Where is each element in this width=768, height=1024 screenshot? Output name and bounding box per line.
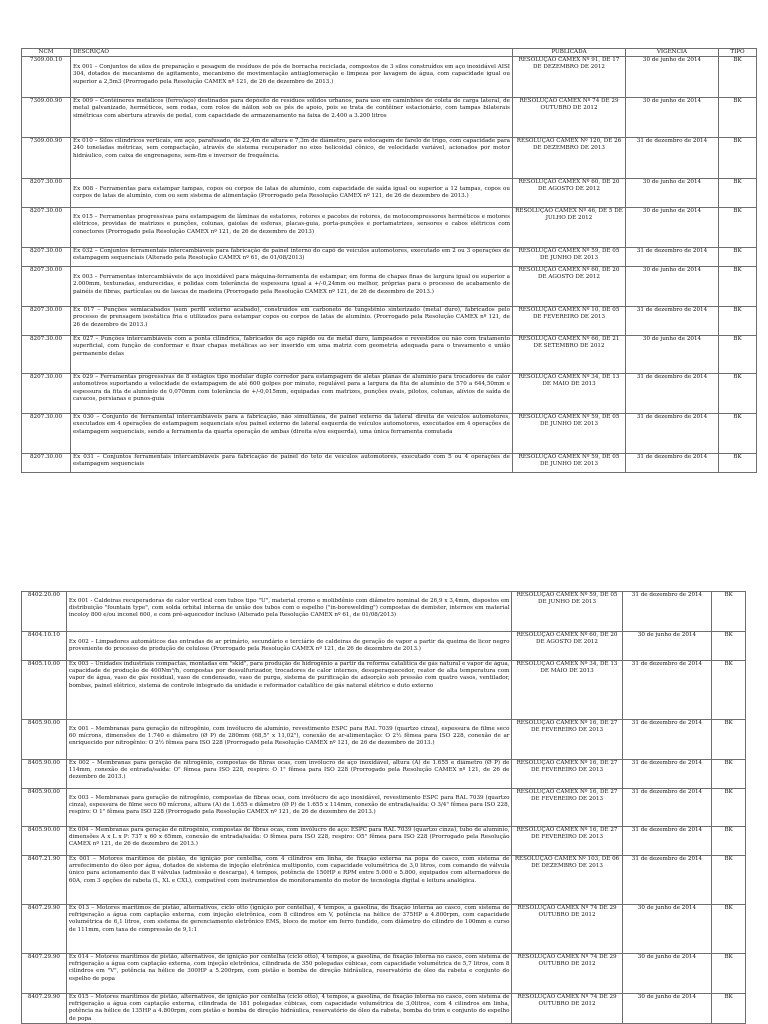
published-cell: RESOLUÇÃO CAMEX Nº 74 DE 29 OUTUBRO DE 2012 (513, 98, 626, 138)
published-cell: RESOLUÇÃO CAMEX Nº 74 DE 29 OUTUBRO DE 2012 (512, 994, 622, 1024)
published-cell: RESOLUÇÃO CAMEX Nº 16, DE 27 DE FEVEREIRO DE 2013 (512, 789, 622, 827)
type-cell: BK (719, 208, 757, 248)
validity-cell: 31 de dezembro de 2014 (622, 827, 712, 856)
description-cell: Ex 015 – Motores marítimos de pistão, alternativos, de ignição por centelha (ciclo otto), 4 tempos, a gasolina, de fixação interna no casco, com sistema de refrigeração a água com captação externa, cilindrada de 181 polegadas cúbicas, com capacidade volumétrica de 3,0litros, com 4 cilindros em linha, potência na hélice de 135HP a 4.800rpm, com pistão e bomba de direção hidráulica, reservatório de óleo da rabeta, bomba do trim e conjunto do espelho de popa (66, 994, 512, 1024)
published-cell: RESOLUÇÃO CAMEX Nº 60, DE 20 DE AGOSTO DE 2012 (513, 267, 626, 307)
published-cell: RESOLUÇÃO CAMEX Nº 91, DE 17 DE DEZEMBRO DE 2012 (513, 57, 626, 98)
table-row (22, 994, 746, 1024)
validity-cell: 31 de dezembro de 2014 (622, 720, 712, 760)
description-cell: Ex 003 – Unidades industriais compactas, montadas em "skid", para produção de hidrogênio a partir da reforma catalítica de gás natural e vapor de água, capacidade de produção de 400Nm³/h, compostas por dessulfurizador, trocadores de calor internos, desuperaquecedor, reator de alta temperatura com vapor de água, vaso de gás residual, vaso de condensado, vaso de purga, sistema de purificação de adsorção sob pressão com quatro vasos, ventilador, bombas, painel elétrico, sistema de controle integrado da unidade e reformador catalítico de gás natural elétrico e duto externo (66, 661, 512, 720)
ncm-cell: 8405.90.00 (22, 720, 67, 760)
description-cell: Ex 017 – Punções semiacabados (sem perfil externo acabado), construídos em carboneto de tungstênio sinterizado (metal duro), fabricados pelo processo de prensagem isostática fria e utilizados para estampar copos ou corpos de latas de alumínio. (Prorrogado pela Resolução CAMEX nº 121, de 26 de dezembro de 2013.) (71, 307, 513, 336)
ncm-cell: 8207.30.00 (22, 336, 71, 374)
published-cell: RESOLUÇÃO CAMEX Nº 60, DE 20 DE AGOSTO DE 2012 (513, 179, 626, 208)
description-cell: Ex 010 – Silos cilíndricos verticais, em aço, parafusado, de 22,4m de altura e 7,3m de diâmetro, para estocagem de farelo de trigo, com capacidade para 240 toneladas métricas, sem compactação, através de sistema recuperador no eixo helicoidal cônico, de velocidade variável, acionados por motor hidráulico, com caixa de engrenagens, sem-fim e inversor de frequência. (71, 138, 513, 179)
table-row (22, 905, 746, 954)
ncm-cell: 8402.20.00 (22, 592, 67, 632)
table-row (22, 592, 746, 632)
table-row (22, 374, 757, 414)
type-cell: BK (712, 856, 746, 905)
type-cell: BK (719, 267, 757, 307)
published-cell: RESOLUÇÃO CAMEX Nº 10, DE 05 DE FEVEREIRO DE 2013 (513, 307, 626, 336)
validity-cell: 31 de dezembro de 2014 (626, 138, 719, 179)
table-row (22, 856, 746, 905)
type-cell: BK (712, 827, 746, 856)
type-cell: BK (712, 720, 746, 760)
table-row (22, 307, 757, 336)
published-cell: RESOLUÇÃO CAMEX Nº 59, DE 05 DE JUNHO DE 2013 (513, 454, 626, 473)
type-cell: BK (712, 592, 746, 632)
description-cell: Ex 027 – Punções intercambiáveis com a ponta cilíndrica, fabricados de aço rápido ou de metal duro, lampeados e revestidos ou não com tratamento superficial, com função de conformar e fixar chapas metálicas ao ser inserido em uma matriz com geometria adequada para o travamento e união permanente delas (71, 336, 513, 374)
published-cell: RESOLUÇÃO CAMEX Nº 16, DE 27 DE FEVEREIRO DE 2013 (512, 760, 622, 789)
type-cell: BK (719, 374, 757, 414)
header-vigencia: VIGÊNCIA (626, 49, 719, 57)
validity-cell: 31 de dezembro de 2014 (626, 307, 719, 336)
type-cell: BK (719, 336, 757, 374)
header-tipo: TIPO (719, 49, 757, 57)
validity-cell: 30 de junho de 2014 (622, 994, 712, 1024)
description-cell: Ex 003 – Membranas para geração de nitrogênio, compostas de fibras ocas, com invólucro de aço inoxidável, revestimento ESPC para RAL 7039 (quartzo cinza), espessura de filme seco 60 mícrons, altura (A) de 1.655 e diâmetro (Ø P) de 1.655 x 114mm, conexão de entrada/saída: O 3/4" fêmea para ISO 228, respiro: O 1" fêmea para ISO 228 (Prorrogado pela Resolução CAMEX nº 121, de 26 de dezembro de 2013.) (66, 789, 512, 827)
validity-cell: 31 de dezembro de 2014 (626, 454, 719, 473)
description-cell: Ex 004 – Membranas para geração de nitrogênio, compostas de fibras ocas, com invólucro de aço: ESPC para RAL 7039 (quartzo cinza), tubo de alumínio, dimensões A x L x P: 737 x 60 x 65mm, conexão de entrada/saída: O fêmea para ISO 228, respiro: O5" fêmea para ISO 228 (Prorrogado pela Resolução CAMEX nº 121, de 26 de dezembro de 2013.) (66, 827, 512, 856)
description-cell: Ex 015 – Ferramentas progressivas para estampagem de lâminas de estatores, rotores e pacotes de rotores, de motocompressores herméticos e motores elétricos, providas de matrizes e punções, colunas, gaiolas de esferas, placas-guia, porta-punções e portamatrizes, sensores e cabos elétricos com conectores (Prorrogado pela Resolução CAMEX nº 121, de 26 de dezembro de 2013) (71, 208, 513, 248)
description-cell: Ex 001 – Conjuntos de silos de preparação e pesagem de resíduos de pós de borracha reciclada, compostos de 3 silos construídos em aço inoxidável AISI 304, dotados de mecanismo de agitamento, mecanismo de movimentação antiaglomeração e limpeza por lavagem de água, com capacidade igual ou superior a 2,5m3 (Prorrogado pela Resolução CAMEX nº 121, de 26 de dezembro de 2013.) (71, 57, 513, 98)
validity-cell: 30 de junho de 2014 (626, 179, 719, 208)
table-row (22, 336, 757, 374)
type-cell: BK (719, 179, 757, 208)
type-cell: BK (719, 57, 757, 98)
table-row (22, 760, 746, 789)
table-row (22, 827, 746, 856)
published-cell: RESOLUÇÃO CAMEX Nº 34, DE 13 DE MAIO DE 2013 (512, 661, 622, 720)
published-cell: RESOLUÇÃO CAMEX Nº 74 DE 29 OUTUBRO DE 2012 (512, 905, 622, 954)
ncm-cell: 8407.29.90 (22, 905, 67, 954)
validity-cell: 30 de junho de 2014 (622, 632, 712, 661)
header-publicada: PUBLICADA (513, 49, 626, 57)
description-cell: Ex 003 – Ferramentas intercambiáveis de aço inoxidável para máquina-ferramenta de estampar, em forma de chapas finas de largura igual ou superior a 2.000mm, texturadas, endurecidas, e polidas com tolerância de espessura igual a +/-0,24mm ou melhor, próprias para o processo de acabamento de painéis de fibras, partículas ou de lascas de madeira (Prorrogado pela Resolução CAMEX nº 121, de 26 de dezembro de 2013.) (71, 267, 513, 307)
ex-tarifario-table-1 (21, 48, 757, 473)
published-cell: RESOLUÇÃO CAMEX Nº 66, DE 21 DE SETEMBRO DE 2012 (513, 336, 626, 374)
published-cell: RESOLUÇÃO CAMEX Nº 60, DE 20 DE AGOSTO DE 2012 (512, 632, 622, 661)
published-cell: RESOLUÇÃO CAMEX Nº 16, DE 27 DE FEVEREIRO DE 2013 (512, 827, 622, 856)
table-row (22, 267, 757, 307)
ncm-cell: 8405.10.00 (22, 661, 67, 720)
ncm-cell: 7309.00.10 (22, 57, 71, 98)
table-row (22, 661, 746, 720)
description-cell: Ex 002 – Membranas para geração de nitrogênio, compostas de fibras ocas, com invólucro de aço inoxidável, altura (A) de 1.655 e diâmetro (Ø P) de 114mm, conexão de entrada/saída: O" fêmea para ISO 228, respiro: O 1" fêmea para ISO 228 (Prorrogado pela Resolução CAMEX nº 121, de 26 de dezembro de 2013.) (66, 760, 512, 789)
ex-tarifario-table-2 (21, 591, 746, 1024)
table-row (22, 954, 746, 994)
type-cell: BK (719, 414, 757, 454)
table-row (22, 248, 757, 267)
description-cell: Ex 030 – Conjunto de ferramental intercambiáveis para a fabricação, não simultânea, de painel externo da lateral direita de veículos automotores, executados em 4 operações de estampagem sequenciais e/ou painel externo de lateral esquerda de veículos automotores, executados em 4 operações de estampagem sequenciais, sendo a ferramenta da quarta operação de ambas (direita e/ou esquerda), uma única ferramenta comutada (71, 414, 513, 454)
type-cell: BK (712, 661, 746, 720)
description-cell: Ex 002 – Limpadores automáticos das entradas de ar primário, secundário e terciário de caldeiras de geração de vapor a partir da queima de licor negro proveniente do processo de produção de celulose (Prorrogado pela Resolução CAMEX nº 121, de 26 de dezembro de 2013.) (66, 632, 512, 661)
ncm-cell: 8207.30.00 (22, 267, 71, 307)
validity-cell: 30 de junho de 2014 (622, 954, 712, 994)
published-cell: RESOLUÇÃO CAMEX Nº 74 DE 29 OUTUBRO DE 2012 (512, 954, 622, 994)
validity-cell: 31 de dezembro de 2014 (622, 789, 712, 827)
published-cell: RESOLUÇÃO CAMEX Nº 59, DE 05 DE JUNHO DE 2013 (513, 414, 626, 454)
description-cell: Ex 001 - Caldeiras recuperadoras de calor vertical com tubos tipo "U", material cromo e molibdênio com diâmetro nominal de 26,9 x 3,4mm, dispostos em distribuição "fountain type", com solda orbital interna de união dos tubos com o espelho ("in-borewelding") compostas de demister, internos em material incoloy 800 e/ou inconel 600, e com pré-aquecedor incluso (Alterado pela Resolução CAMEX nº 61, de 01/08/2013) (66, 592, 512, 632)
validity-cell: 31 de dezembro de 2014 (622, 760, 712, 789)
ncm-cell: 7309.00.90 (22, 138, 71, 179)
published-cell: RESOLUÇÃO CAMEX Nº 59, DE 05 DE JUNHO DE 2013 (513, 248, 626, 267)
description-cell: Ex 001 – Membranas para geração de nitrogênio, com invólucro de alumínio, revestimento ESPC para RAL 7039 (quartzo cinza), espessura de filme seco 60 mícrons, dimensões de 1.740 e diâmetro (Ø P) de 280mm (68,5" x 11,02"), conexão de ar-alimentação: O 2½ fêmea para ISO 228, conexão de ar enriquecido por nitrogênio: O 2½ fêmea para ISO 228 (Prorrogado pela Resolução CAMEX nº 121, de 26 de dezembro de 2013.) (66, 720, 512, 760)
validity-cell: 31 de dezembro de 2014 (622, 856, 712, 905)
validity-cell: 30 de junho de 2014 (626, 336, 719, 374)
ncm-cell: 8207.30.00 (22, 208, 71, 248)
validity-cell: 31 de dezembro de 2014 (626, 414, 719, 454)
published-cell: RESOLUÇÃO CAMEX Nº 120, DE 26 DE DEZEMBRO DE 2013 (513, 138, 626, 179)
type-cell: BK (712, 760, 746, 789)
description-cell: Ex 029 – Ferramentas progressivas de 8 estágios tipo modular duplo corredor para estampagem de aletas planas de alumínio para trocadores de calor automotivos suportando a velocidade de estampagem de até 600 golpes por minuto, regulável para a largura da fita de alumínio de 570 a 644,50mm e espessura da fita de alumínio de 0,070mm com tolerância de +/-0,015mm, equipadas com matrizes, punções ovais, pilotos, colunas, alívios de saída de cavacos, persianas e punos-guia (71, 374, 513, 414)
type-cell: BK (719, 98, 757, 138)
published-cell: RESOLUÇÃO CAMEX Nº 59, DE 05 DE JUNHO DE 2013 (512, 592, 622, 632)
ncm-cell: 8404.10.10 (22, 632, 67, 661)
ncm-cell: 8207.30.00 (22, 454, 71, 473)
published-cell: RESOLUÇÃO CAMEX Nº 16, DE 27 DE FEVEREIRO DE 2013 (512, 720, 622, 760)
description-cell: Ex 014 – Motores marítimos de pistão, alternativos, de ignição por centelha (ciclo otto), 4 tempos, a gasolina, de fixação interna no casco, com sistema de refrigeração a água com captação externa, com injeção eletrônica, cilindrada de 350 polegadas cúbicas, com capacidade volumétrica de 5,7 litros, com 8 cilindros em "V", potência na hélice de 300HP a 5.200rpm, com pistão e bomba de direção hidráulica, reservatório de óleo da rabeta e conjunto do espelho de popa (66, 954, 512, 994)
ncm-cell: 8207.30.00 (22, 414, 71, 454)
table-row (22, 632, 746, 661)
type-cell: BK (719, 138, 757, 179)
description-cell: Ex 001 – Motores marítimos de pistão, de ignição por centelha, com 4 cilindros em linha, de fixação externa na popa do casco, com sistema de arrefecimento do óleo por água, dotados de sistema de injeção eletrônica multiponto, com capacidade volumétrica de 3,0 litros, com comando de válvula único para acionamento das 8 válvulas (admissão e descarga), 4 tempos, potência de 150HP e RPM entre 5.000 e 5.800, equipados com alternadores de 60A, com 3 opções de rabeta (L, XL e CXL), compatível com instrumentos de monitoramento do motor de tecnologia digital e leitura analógica. (66, 856, 512, 905)
type-cell: BK (719, 454, 757, 473)
table-row (22, 208, 757, 248)
type-cell: BK (712, 954, 746, 994)
table-row (22, 179, 757, 208)
type-cell: BK (712, 632, 746, 661)
ncm-cell: 8405.90.00 (22, 789, 67, 827)
description-cell: Ex 008 - Ferramentas para estampar tampas, copos ou corpos de latas de alumínio, com capacidade de saída igual ou superior a 12 tampas, copos ou corpos de latas de alumínio, com ou sem sistema de alimentação (Prorrogado pela Resolução CAMEX nº 121, de 26 de dezembro de 2013.) (71, 179, 513, 208)
validity-cell: 30 de junho de 2014 (626, 57, 719, 98)
description-cell: Ex 009 – Contêineres metálicos (ferro/aço) destinados para depósito de resíduos sólidos urbanos, para uso em caminhões de coleta de carga lateral, de metal galvanizado, herméticos, sem rodas, com rolos de náilon sob os pés de apoio, pois se trata de contêiner estacionário, com tampas bilaterais simétricas com abertura através de pedal, com capacidade de armazenamento na faixa de 2.400 a 3.200 litros (71, 98, 513, 138)
table-row (22, 138, 757, 179)
type-cell: BK (712, 789, 746, 827)
ncm-cell: 8207.30.00 (22, 179, 71, 208)
validity-cell: 30 de junho de 2014 (622, 905, 712, 954)
type-cell: BK (712, 994, 746, 1024)
ncm-cell: 8407.21.90 (22, 856, 67, 905)
validity-cell: 30 de junho de 2014 (626, 267, 719, 307)
ncm-cell: 8207.30.00 (22, 307, 71, 336)
description-cell: Ex 032 – Conjuntos ferramentais intercambiáveis para fabricação de painel interno do capô de veículos automotores, executado em 2 ou 3 operações de estampagem sequenciais (Alterado pela Resolução CAMEX nº 61, de 01/08/2013) (71, 248, 513, 267)
validity-cell: 30 de junho de 2014 (626, 98, 719, 138)
ncm-cell: 8207.30.00 (22, 248, 71, 267)
table-row (22, 98, 757, 138)
ncm-cell: 8407.29.90 (22, 994, 67, 1024)
validity-cell: 31 de dezembro de 2014 (622, 661, 712, 720)
table-row (22, 414, 757, 454)
published-cell: RESOLUÇÃO CAMEX Nº 34, DE 13 DE MAIO DE 2013 (513, 374, 626, 414)
published-cell: RESOLUÇÃO CAMEX Nº 46, DE 5 DE JULHO DE 2012 (513, 208, 626, 248)
description-cell: Ex 031 – Conjuntos ferramentais intercambiáveis para fabricação de painel do teto de veículos automotores, executado com 5 ou 4 operações de estampagem sequenciais (71, 454, 513, 473)
ncm-cell: 8405.90.00 (22, 827, 67, 856)
table-row (22, 57, 757, 98)
ncm-cell: 7309.00.90 (22, 98, 71, 138)
header-descricao: DESCRIÇÃO (71, 49, 513, 57)
type-cell: BK (719, 307, 757, 336)
validity-cell: 31 de dezembro de 2014 (622, 592, 712, 632)
validity-cell: 31 de dezembro de 2014 (626, 374, 719, 414)
table-row (22, 720, 746, 760)
description-cell: Ex 013 – Motores marítimos de pistão, alternativos, ciclo otto (ignição por centelha), 4 tempos, a gasolina, de fixação interna ao casco, com sistema de refrigeração a água com captação externa, com injeção eletrônica, com 8 cilindros em V, potência na hélice de 375HP a 4.800rpm, com capacidade volumétrica de 6,1 litros, com sistema de gerenciamento eletrônico EMS, bloco de motor em ferro fundido, com diâmetro do cilindro de 100mm e curso de 111mm, com taxa de compressão de 9,1:1 (66, 905, 512, 954)
table-row (22, 789, 746, 827)
ncm-cell: 8407.29.90 (22, 954, 67, 994)
header-ncm: NCM (22, 49, 71, 57)
table-header-row (22, 49, 757, 57)
ncm-cell: 8207.30.00 (22, 374, 71, 414)
ncm-cell: 8405.90.00 (22, 760, 67, 789)
published-cell: RESOLUÇÃO CAMEX Nº 103, DE 06 DE DEZEMBRO DE 2013 (512, 856, 622, 905)
validity-cell: 30 de junho de 2014 (626, 208, 719, 248)
table-row (22, 454, 757, 473)
type-cell: BK (712, 905, 746, 954)
validity-cell: 31 de dezembro de 2014 (626, 248, 719, 267)
type-cell: BK (719, 248, 757, 267)
